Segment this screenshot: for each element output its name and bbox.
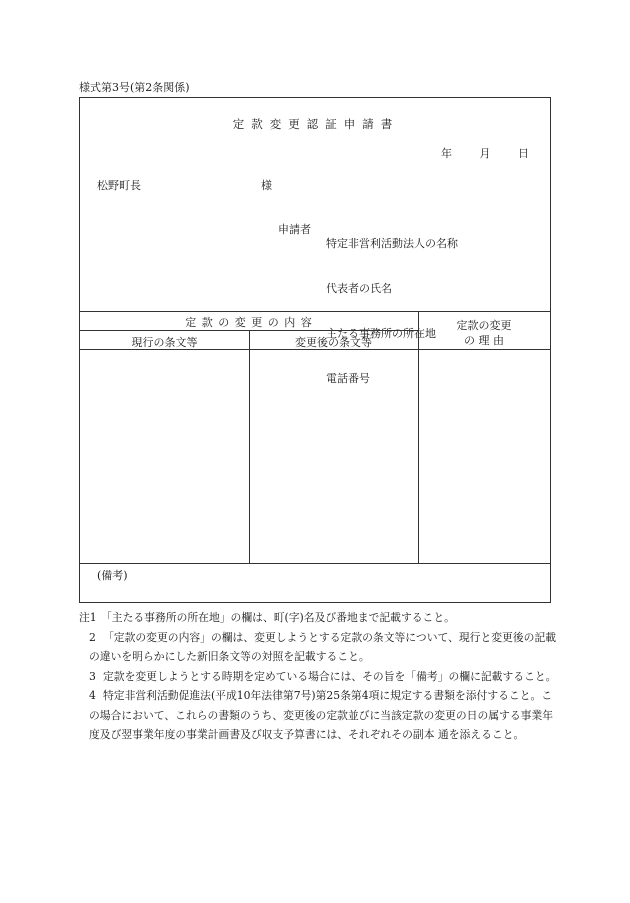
reason-header-line1: 定款の変更 (456, 319, 512, 332)
col-current-header: 現行の条文等 (131, 336, 198, 349)
reason-column-border (418, 311, 419, 563)
applicant-field-representative: 代表者の氏名 (326, 282, 392, 295)
remarks-top-border (80, 563, 550, 564)
note-1 (79, 608, 559, 628)
remarks-label: (備考) (97, 569, 128, 582)
applicant-field-phone: 電話番号 (326, 372, 370, 385)
note-2 (79, 628, 559, 667)
applicant-field-address: 主たる事務所の所在地 (326, 327, 436, 340)
note-1-text: 「主たる事務所の所在地」の欄は、町(字)名及び番地まで記載すること。 (101, 611, 455, 624)
content-header: 定 款 の 変 更 の 内 容 (185, 316, 313, 329)
reason-header-line2: の 理 由 (464, 334, 504, 347)
note-3-number: 3 (89, 669, 96, 683)
col-after-header: 変更後の条文等 (295, 336, 372, 349)
note-4 (79, 686, 559, 745)
note-4-text: 特定非営利活動促進法(平成10年法律第7号)第25条第4項に規定する書類を添付すること。この場合において、これらの書類のうち、変更後の定款並びに当該定款の変更の日の属する事業年度及び翌事業年度の事業計画書及び収支予算書には、それぞれその副本 通を添えること。 (89, 689, 554, 741)
form-title: 定款変更認証申請書 (232, 117, 400, 131)
note-3-text: 定款を変更しようとする時期を定めている場合には、その旨を「備考」の欄に記載すること。 (103, 669, 557, 683)
table-top-border (80, 311, 550, 312)
note-3 (79, 667, 559, 687)
applicant-label: 申請者 (278, 223, 311, 236)
application-form-frame (79, 97, 551, 603)
note-1-number: 注1 (79, 611, 97, 624)
addressee: 松野町長 (97, 179, 141, 192)
notes-section (79, 608, 559, 745)
honorific: 様 (261, 179, 272, 192)
current-after-border (249, 330, 250, 563)
note-2-text: 「定款の変更の内容」の欄は、変更しようとする定款の条文等について、現行と変更後の記載の違いを明らかにした新旧条文等の対照を記載すること。 (89, 630, 557, 663)
applicant-field-name: 特定非営利活動法人の名称 (326, 237, 458, 250)
note-4-number: 4 (89, 689, 96, 702)
form-number-label: 様式第3号(第2条関係) (79, 81, 190, 94)
date-line: 年 月 日 (441, 147, 529, 160)
note-2-number: 2 (89, 630, 96, 644)
